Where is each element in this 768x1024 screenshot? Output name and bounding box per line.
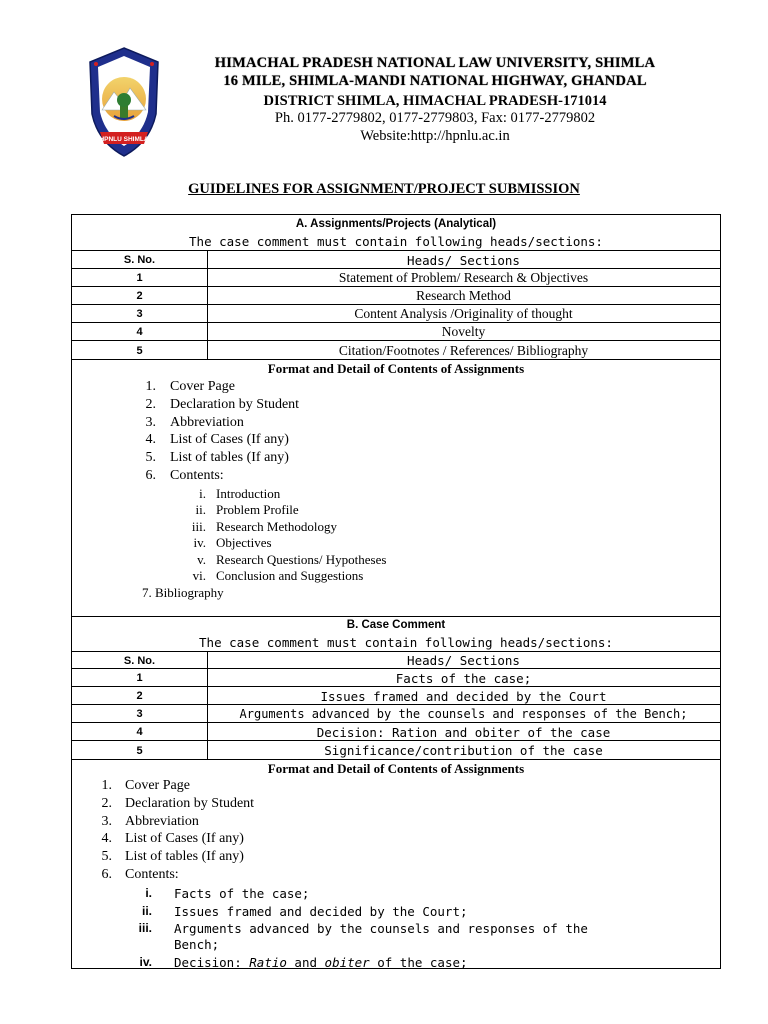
sub-list-item-continuation: Bench; (174, 937, 220, 952)
table-row (72, 740, 720, 760)
district-line: DISTRICT SHIMLA, HIMACHAL PRADESH-171014 (263, 93, 607, 109)
logo-banner-text: HPNLU SHIMLA (99, 136, 149, 143)
table-row (72, 704, 720, 723)
row-head: Issues framed and decided by the Court (320, 688, 607, 704)
row-head: Facts of the case; (395, 670, 532, 686)
section-b-format: Format and Detail of Contents of Assignments 1. Cover Page 2. Declaration by Student 3. Abbreviation 4. List of Cases (If any) 5. List of tables (If any) 6. Contents: i. Facts of the case; ii. Issues framed and decided by the Court; iii. Arguments advanced by the counsels and responses of the Bench; iv. Decision: Ratio and obiter of the case; (72, 759, 720, 968)
website-line: Website:http://hpnlu.ac.in (360, 128, 510, 144)
university-address: 16 MILE, SHIMLA-MANDI NATIONAL HIGHWAY, GHANDAL (223, 73, 647, 89)
section-b-header-row (72, 651, 720, 669)
row-head: Decision: Ration and obiter of the case (316, 724, 611, 740)
university-logo (84, 44, 164, 164)
section-a-title: A. Assignments/Projects (Analytical) (295, 218, 497, 230)
row-sno: 1 (72, 669, 208, 687)
table-row (72, 722, 720, 741)
section-a (71, 214, 721, 617)
table-row (72, 304, 720, 323)
table-row (72, 668, 720, 687)
table-row (72, 686, 720, 705)
row-head: Statement of Problem/ Research & Objectives (338, 270, 589, 285)
table-row (72, 268, 720, 287)
format-title: Format and Detail of Contents of Assignments (267, 761, 525, 776)
section-b (71, 616, 721, 969)
row-sno: 3 (72, 705, 208, 723)
list-item-bibliography: 7. Bibliography (142, 585, 224, 600)
row-sno: 2 (72, 687, 208, 705)
table-row (72, 286, 720, 305)
row-head: Content Analysis /Originality of thought (354, 306, 573, 321)
row-head: Citation/Footnotes / References/ Bibliography (338, 342, 589, 358)
row-head: Arguments advanced by the counsels and responses of the Bench; (239, 707, 688, 721)
section-a-format: Format and Detail of Contents of Assignments 1. Cover Page 2. Declaration by Student 3. Abbreviation 4. List of Cases (If any) 5. List of tables (If any) 6. Contents: i. Introduction ii. Problem Profile iii. Research Methodology iv. Objectives v. Research Questions/ Hypotheses vi. Conclusion and Suggestions 7. Bibliography (72, 359, 720, 616)
university-name: HIMACHAL PRADESH NATIONAL LAW UNIVERSITY, SHIMLA (214, 55, 656, 71)
row-sno: 1 (72, 269, 208, 287)
col-heads-header: Heads/ Sections (407, 252, 520, 268)
row-sno: 3 (72, 305, 208, 323)
table-row (72, 322, 720, 341)
phone-line: Ph. 0177-2779802, 0177-2779803, Fax: 0177-2779802 (274, 110, 596, 126)
row-sno: 5 (72, 341, 208, 360)
col-sno-header: S. No. (72, 652, 208, 669)
row-sno: 4 (72, 323, 208, 341)
section-a-intro: The case comment must contain following heads/sections: (189, 234, 603, 249)
page-title: GUIDELINES FOR ASSIGNMENT/PROJECT SUBMISSION (188, 181, 580, 197)
row-sno: 2 (72, 287, 208, 305)
col-sno-header: S. No. (72, 251, 208, 269)
section-a-header-row (72, 250, 720, 269)
row-head: Significance/contribution of the case (324, 743, 603, 758)
table-row (72, 340, 720, 360)
row-sno: 4 (72, 723, 208, 741)
section-b-intro: The case comment must contain following heads/sections: (199, 635, 613, 650)
section-b-title: B. Case Comment (346, 619, 446, 631)
col-heads-header: Heads/ Sections (407, 653, 520, 668)
row-head: Research Method (416, 288, 511, 303)
format-title: Format and Detail of Contents of Assignments (267, 361, 525, 376)
row-sno: 5 (72, 741, 208, 760)
row-head: Novelty (441, 324, 486, 339)
